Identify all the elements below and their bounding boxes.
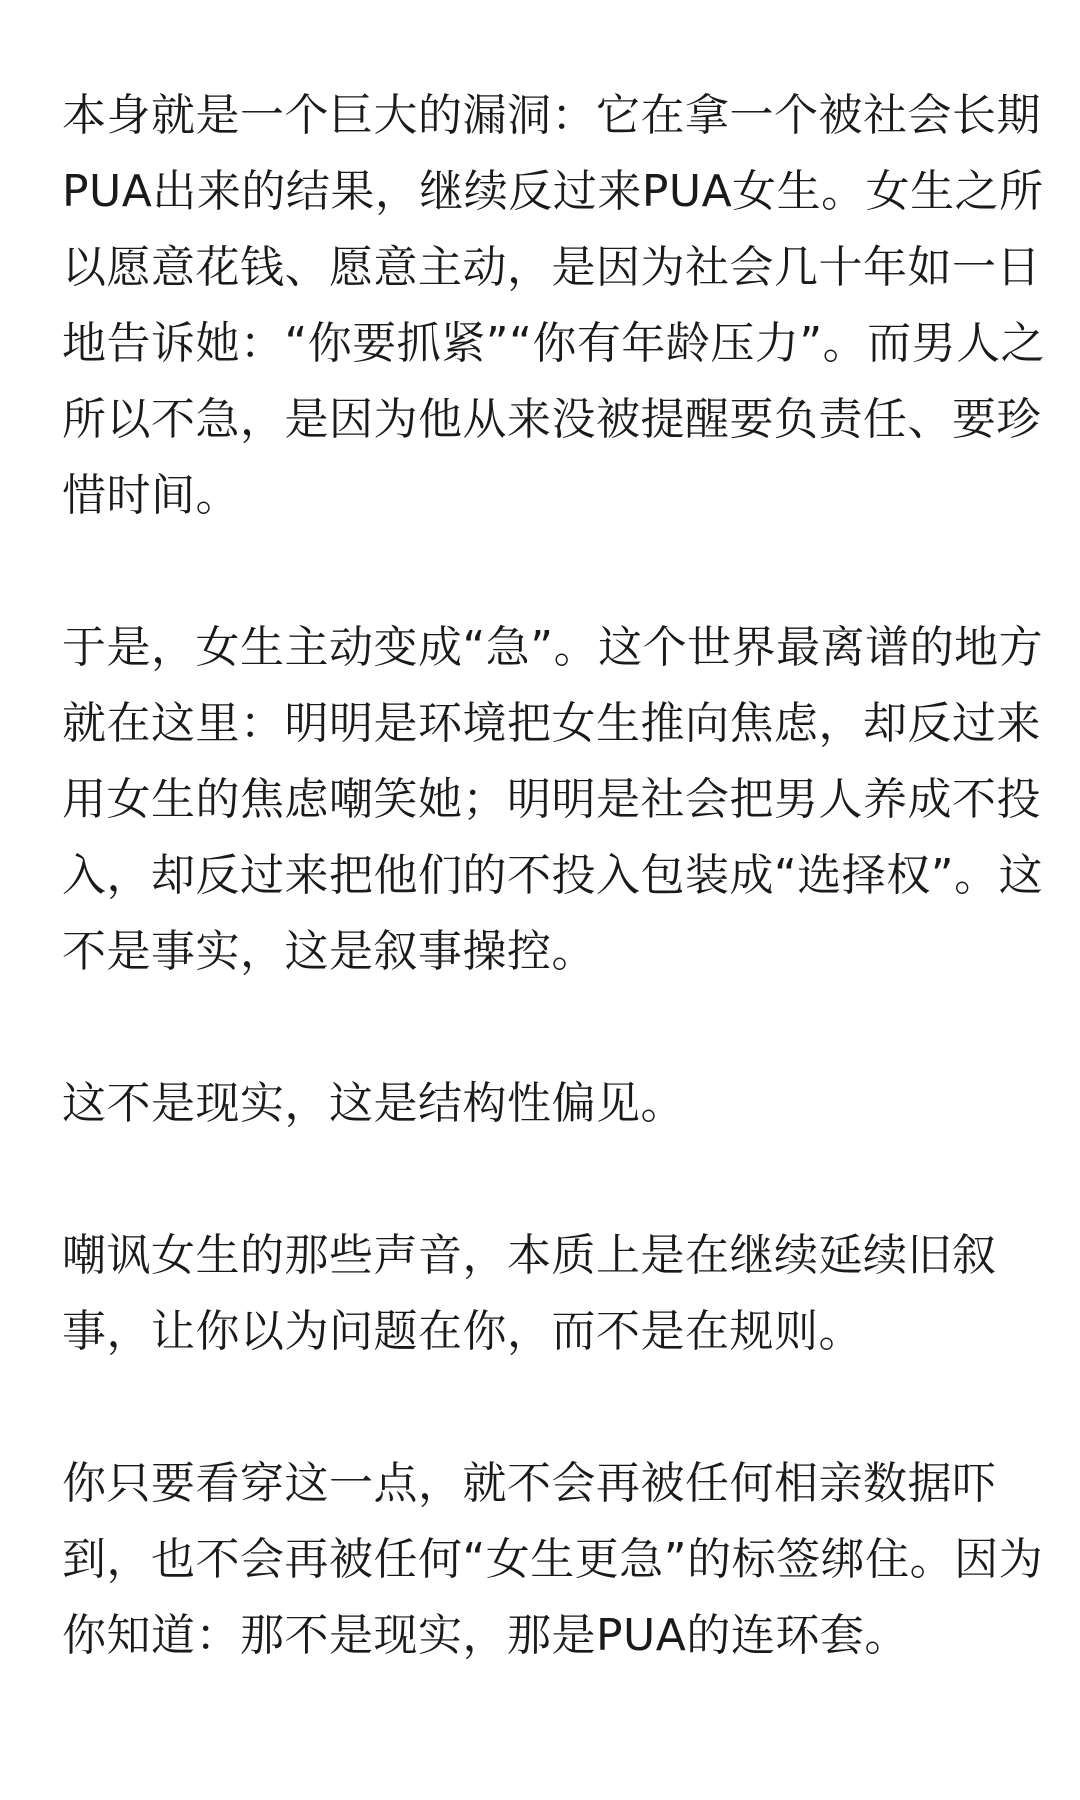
text-line: 到，也不会再被任何“女生更急”的标签绑住。因为 xyxy=(62,1534,1044,1585)
text-line: 所以不急，是因为他从来没被提醒要负责任、要珍 xyxy=(62,394,1041,445)
text-line: 惜时间。 xyxy=(62,470,240,521)
text-line: 地告诉她：“你要抓紧”“你有年龄压力”。而男人之 xyxy=(62,318,1046,369)
paragraph-3 xyxy=(62,1066,1022,1142)
text-line: 嘲讽女生的那些声音，本质上是在继续延续旧叙 xyxy=(62,1230,997,1281)
text-line: 这不是现实，这是结构性偏见。 xyxy=(62,1078,685,1129)
article-body xyxy=(62,78,1046,1750)
text-line: 你知道：那不是现实，那是PUA的连环套。 xyxy=(62,1610,909,1661)
text-line: 本身就是一个巨大的漏洞：它在拿一个被社会长期 xyxy=(62,90,1041,141)
paragraph-5 xyxy=(62,1446,1044,1674)
text-line: 于是，女生主动变成“急”。这个世界最离谱的地方 xyxy=(62,622,1044,673)
text-line: 就在这里：明明是环境把女生推向焦虑，却反过来 xyxy=(62,698,1041,749)
paragraph-2 xyxy=(62,610,1044,990)
text-line: PUA出来的结果，继续反过来PUA女生。女生之所 xyxy=(62,166,1044,217)
paragraph-1 xyxy=(62,78,1046,534)
text-line: 事，让你以为问题在你，而不是在规则。 xyxy=(62,1306,863,1357)
text-line: 用女生的焦虑嘲笑她；明明是社会把男人养成不投 xyxy=(62,774,1041,825)
text-line: 以愿意花钱、愿意主动，是因为社会几十年如一日 xyxy=(62,242,1041,293)
text-line: 入，却反过来把他们的不投入包装成“选择权”。这 xyxy=(62,850,1044,901)
text-line: 不是事实，这是叙事操控。 xyxy=(62,926,596,977)
text-line: 你只要看穿这一点，就不会再被任何相亲数据吓 xyxy=(62,1458,997,1509)
paragraph-4 xyxy=(62,1218,1022,1370)
